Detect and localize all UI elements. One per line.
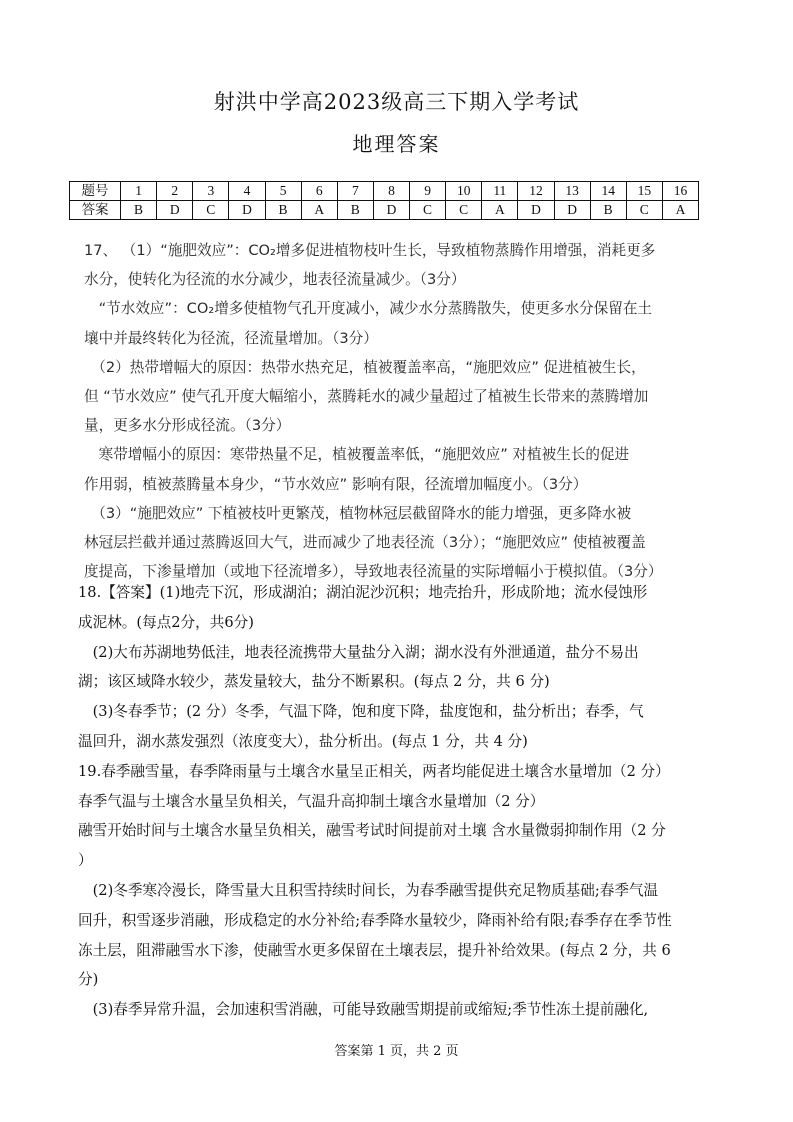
question-number-cell: 12 xyxy=(518,182,554,201)
question-number-cell: 8 xyxy=(373,182,409,201)
question-number-cell: 7 xyxy=(337,182,373,201)
answer-cell: C xyxy=(446,201,482,220)
answer-line: 春季气温与土壤含水量呈负相关，气温升高抑制土壤含水量增加（2 分） xyxy=(78,792,545,810)
answer-line: （2）热带增幅大的原因：热带水热充足，植被覆盖率高，“施肥效应” 促进植被生长， xyxy=(84,358,646,376)
question-number-cell: 3 xyxy=(193,182,229,201)
answer-line: 水分，使转化为径流的水分减少，地表径流量减少。（3分） xyxy=(84,271,466,289)
question-number-cell: 2 xyxy=(157,182,193,201)
answer-line: “节水效应”：CO₂增多使植物气孔开度减小，减少水分蒸腾散失，使更多水分保留在土 xyxy=(84,300,653,318)
answer-cell: A xyxy=(301,201,337,220)
exam-title: 射洪中学高2023级高三下期入学考试 xyxy=(213,90,580,114)
exam-subtitle: 地理答案 xyxy=(352,132,441,156)
question-number-cell: 9 xyxy=(410,182,446,201)
answer-cell: A xyxy=(482,201,518,220)
answer-line: 分) xyxy=(78,971,99,989)
question-number-cell: 14 xyxy=(590,182,626,201)
answer-line: 林冠层拦截并通过蒸腾返回大气，进而减少了地表径流（3分）；“施肥效应” 使植被覆盖 xyxy=(84,534,646,552)
answer-cell: A xyxy=(662,201,698,220)
answer-cell: B xyxy=(590,201,626,220)
answer-row xyxy=(70,201,699,220)
answer-cell: D xyxy=(554,201,590,220)
question-17-answer xyxy=(84,236,716,586)
page-footer: 答案第 1 页，共 2 页 xyxy=(334,1044,459,1059)
answer-line: 度提高，下渗量增加（或地下径流增多），导致地表径流量的实际增幅小于模拟值。（3分） xyxy=(84,563,663,581)
answer-line: 作用弱，植被蒸腾量本身少，“节水效应” 影响有限，径流增加幅度小。（3分） xyxy=(84,475,588,493)
answer-cell: B xyxy=(265,201,301,220)
answer-cell: D xyxy=(229,201,265,220)
question-number-cell: 6 xyxy=(301,182,337,201)
row-label-question: 题号 xyxy=(70,182,121,201)
answer-line: 18.【答案】(1)地壳下沉，形成湖泊；湖泊泥沙沉积；地壳抬升，形成阶地；流水侵蚀形 xyxy=(78,584,648,601)
question-number-cell: 16 xyxy=(662,182,698,201)
question-number-cell: 11 xyxy=(482,182,518,201)
answer-line: (2)冬季寒冷漫长，降雪量大且积雪持续时间长，为春季融雪提供充足物质基础;春季气温 xyxy=(78,881,659,899)
answer-cell: D xyxy=(518,201,554,220)
answer-line: 冻土层，阻滞融雪水下渗，使融雪水更多保留在土壤表层，提升补给效果。(每点 2 分，共 6 xyxy=(78,941,671,959)
answer-cell: B xyxy=(337,201,373,220)
answer-line: 寒带增幅小的原因：寒带热量不足，植被覆盖率低，“施肥效应” 对植被生长的促进 xyxy=(84,446,630,464)
answer-cell: C xyxy=(193,201,229,220)
question-number-row xyxy=(70,182,699,201)
answer-line: (2)大布苏湖地势低洼，地表径流携带大量盐分入湖；湖水没有外泄通道，盐分不易出 xyxy=(78,643,639,661)
answer-line: 壤中并最终转化为径流，径流量增加。（3分） xyxy=(84,329,378,347)
answer-cell: D xyxy=(373,201,409,220)
answer-cell: B xyxy=(121,201,157,220)
answer-line: 但 “节水效应” 使气孔开度大幅缩小，蒸腾耗水的减少量超过了植被生长带来的蒸腾增加 xyxy=(84,388,649,406)
question-number-cell: 15 xyxy=(626,182,662,201)
answer-line: 回升，积雪逐步消融，形成稳定的水分补给;春季降水量较少，降雨补给有限;春季存在季节性 xyxy=(78,911,672,929)
questions-18-19-answers xyxy=(78,578,714,1025)
answer-cell: C xyxy=(626,201,662,220)
question-number-cell: 5 xyxy=(265,182,301,201)
answer-table xyxy=(69,181,699,220)
question-number-cell: 10 xyxy=(446,182,482,201)
answer-line: （3）“施肥效应” 下植被枝叶更繁茂，植物林冠层截留降水的能力增强，更多降水被 xyxy=(84,504,632,522)
answer-cell: C xyxy=(410,201,446,220)
answer-line: 17、 （1）“施肥效应”：CO₂增多促进植物枝叶生长，导致植物蒸腾作用增强，消耗更多 xyxy=(84,242,656,259)
row-label-answer: 答案 xyxy=(70,201,121,220)
answer-line: 量，更多水分形成径流。（3分） xyxy=(84,417,291,435)
question-number-cell: 13 xyxy=(554,182,590,201)
answer-line: 19.春季融雪量，春季降雨量与土壤含水量呈正相关，两者均能促进土壤含水量增加（2 分） xyxy=(78,762,670,780)
answer-line: 融雪开始时间与土壤含水量呈负相关，融雪考试时间提前对土壤 含水量微弱抑制作用（2 分 xyxy=(78,822,666,840)
question-number-cell: 1 xyxy=(121,182,157,201)
answer-line: 湖；该区域降水较少，蒸发量较大，盐分不断累积。(每点 2 分，共 6 分) xyxy=(78,673,550,691)
answer-line: 成泥林。(每点2分，共6分) xyxy=(78,613,254,631)
answer-line: 温回升，湖水蒸发强烈（浓度变大），盐分析出。(每点 1 分，共 4 分) xyxy=(78,732,528,750)
answer-cell: D xyxy=(157,201,193,220)
answer-line: (3)冬春季节；(2 分）冬季，气温下降，饱和度下降，盐度饱和，盐分析出；春季，气 xyxy=(78,703,644,721)
answer-line: (3)春季异常升温，会加速积雪消融，可能导致融雪期提前或缩短;季节性冻土提前融化, xyxy=(78,1001,649,1019)
answer-line: ） xyxy=(78,852,93,870)
question-number-cell: 4 xyxy=(229,182,265,201)
